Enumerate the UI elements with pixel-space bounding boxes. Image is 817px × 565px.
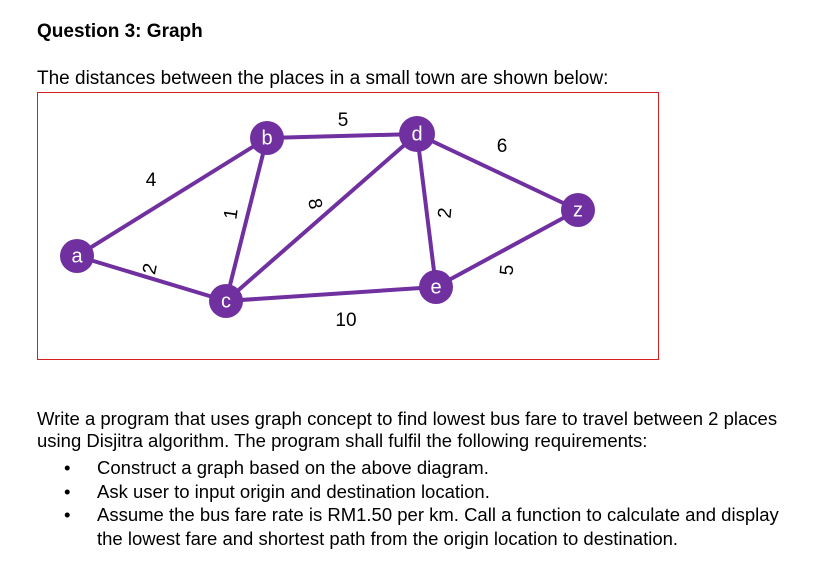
- node-label-b: b: [261, 127, 273, 150]
- bullet-icon: •: [64, 457, 71, 478]
- edge-weight-e-z: 5: [496, 263, 519, 277]
- edge-d-e: [417, 134, 436, 287]
- requirement-text: Assume the bus fare rate is RM1.50 per km. Call a function to calculate and display the lowest fare and shortest path from the origin location to destination.: [97, 504, 779, 549]
- bullet-icon: •: [64, 504, 71, 525]
- edge-weight-a-c: 2: [139, 261, 162, 277]
- graph-diagram: [37, 92, 659, 360]
- requirement-item: [60, 503, 800, 550]
- node-label-e: e: [430, 276, 442, 299]
- problem-paragraph: Write a program that uses graph concept to find lowest bus fare to travel between 2 places using Disjitra algorithm. The program shall fulfil the following requirements:: [37, 408, 778, 451]
- requirement-text: Ask user to input origin and destination location.: [97, 480, 490, 502]
- node-label-c: c: [221, 290, 231, 313]
- node-label-z: z: [573, 199, 583, 222]
- edge-weight-c-e: 10: [335, 310, 357, 332]
- edge-weight-a-b: 4: [145, 170, 157, 192]
- edge-weight-d-z: 6: [496, 136, 508, 158]
- edge-c-e: [226, 287, 436, 301]
- requirement-text: Construct a graph based on the above diagram.: [97, 457, 489, 478]
- edge-weight-b-c: 1: [220, 207, 243, 221]
- node-label-d: d: [411, 123, 423, 146]
- edge-c-d: [226, 134, 417, 301]
- requirement-item: [60, 480, 800, 504]
- edge-weight-c-d: 8: [303, 196, 326, 211]
- bullet-icon: •: [64, 480, 71, 502]
- intro-text: The distances between the places in a small town are shown below:: [37, 68, 609, 89]
- edge-weight-d-e: 2: [434, 206, 457, 220]
- requirements-list: [60, 456, 800, 550]
- edge-a-c: [77, 256, 226, 301]
- edge-b-d: [267, 134, 417, 138]
- edge-a-b: [77, 138, 267, 256]
- graph-svg: [38, 93, 660, 361]
- question-title: Question 3: Graph: [37, 21, 203, 42]
- edge-weight-b-d: 5: [337, 110, 349, 132]
- requirement-item: [60, 456, 800, 480]
- node-label-a: a: [71, 245, 83, 268]
